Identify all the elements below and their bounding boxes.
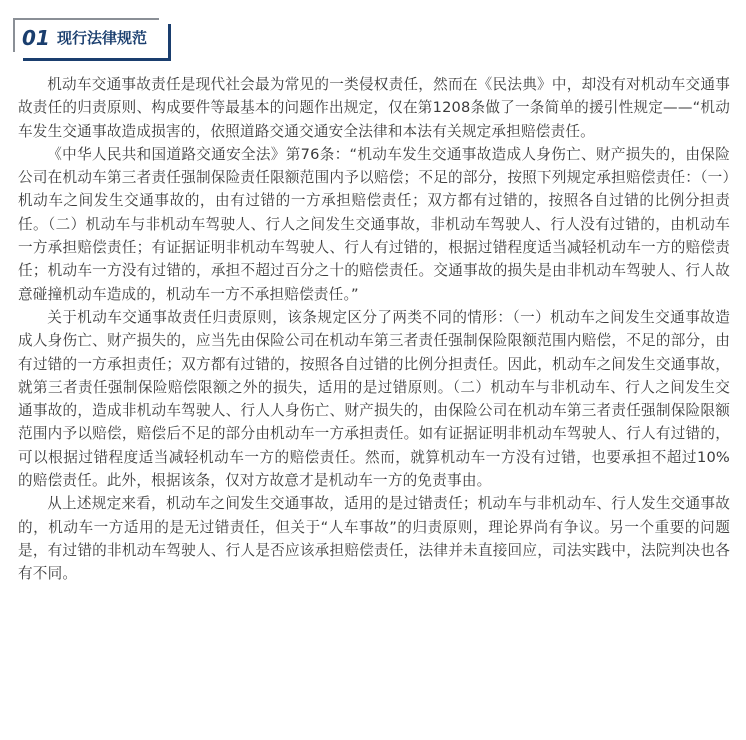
paragraph-intro: 机动车交通事故责任是现代社会最为常见的一类侵权责任，然而在《民法典》中，却没有对机动车交通事故责任的归责原则、构成要件等最基本的问题作出规定，仅在第1208条做了一条简单的援引性规定——“机动车发生交通事故造成损害的，依照道路交通交通安全法律和本法有关规定承担赔偿责任。: [18, 76, 730, 140]
section-header: [13, 18, 171, 62]
paragraph-liability-principles: 关于机动车交通事故责任归责原则，该条规定区分了两类不同的情形：（一）机动车之间发生交通事故造成人身伤亡、财产损失的，应当先由保险公司在机动车第三者责任强制保险限额范围内赔偿，不足的部分，由有过错的一方承担责任；双方都有过错的，按照各自过错的比例分担责任。因此，机动车之间发生交通事故，就第三者责任强制保险赔偿限额之外的损失，适用的是过错原则。（二）机动车与非机动车、行人之间发生交通事故的，造成非机动车驾驶人、行人人身伤亡、财产损失的，由保险公司在机动车第三者责任强制保险限额范围内予以赔偿，赔偿后不足的部分由机动车一方承担责任。如有证据证明非机动车驾驶人、行人有过错的，可以根据过错程度适当减轻机动车一方的赔偿责任。然而，就算机动车一方没有过错，也要承担不超过10%的赔偿责任。此外，根据该条，仅对方故意才是机动车一方的免责事由。: [18, 308, 730, 490]
section-title: 现行法律规范: [57, 29, 148, 47]
paragraph-law-article-76: 《中华人民共和国道路交通安全法》第76条：“机动车发生交通事故造成人身伤亡、财产损失的，由保险公司在机动车第三者责任强制保险责任限额范围内予以赔偿；不足的部分，按照下列规定承担赔偿责任：（一）机动车之间发生交通事故的，由有过错的一方承担赔偿责任；双方都有过错的，按照各自过错的比例分担责任。（二）机动车与非机动车驾驶人、行人之间发生交通事故，非机动车驾驶人、行人没有过错的，由机动车一方承担赔偿责任；有证据证明非机动车驾驶人、行人有过错的，根据过错程度适当减轻机动车一方的赔偿责任；机动车一方没有过错的，承担不超过百分之十的赔偿责任。交通事故的损失是由非机动车驾驶人、行人故意碰撞机动车造成的，机动车一方不承担赔偿责任。”: [18, 145, 730, 303]
section-number: 01: [22, 26, 50, 50]
article-body: [18, 73, 730, 586]
paragraph-conclusion: 从上述规定来看，机动车之间发生交通事故，适用的是过错责任；机动车与非机动车、行人发生交通事故的，机动车一方适用的是无过错责任，但关于“人车事故”的归责原则，理论界尚有争议。另一个重要的问题是，有过错的非机动车驾驶人、行人是否应该承担赔偿责任，法律并未直接回应，司法实践中，法院判决也各有不同。: [18, 495, 730, 583]
